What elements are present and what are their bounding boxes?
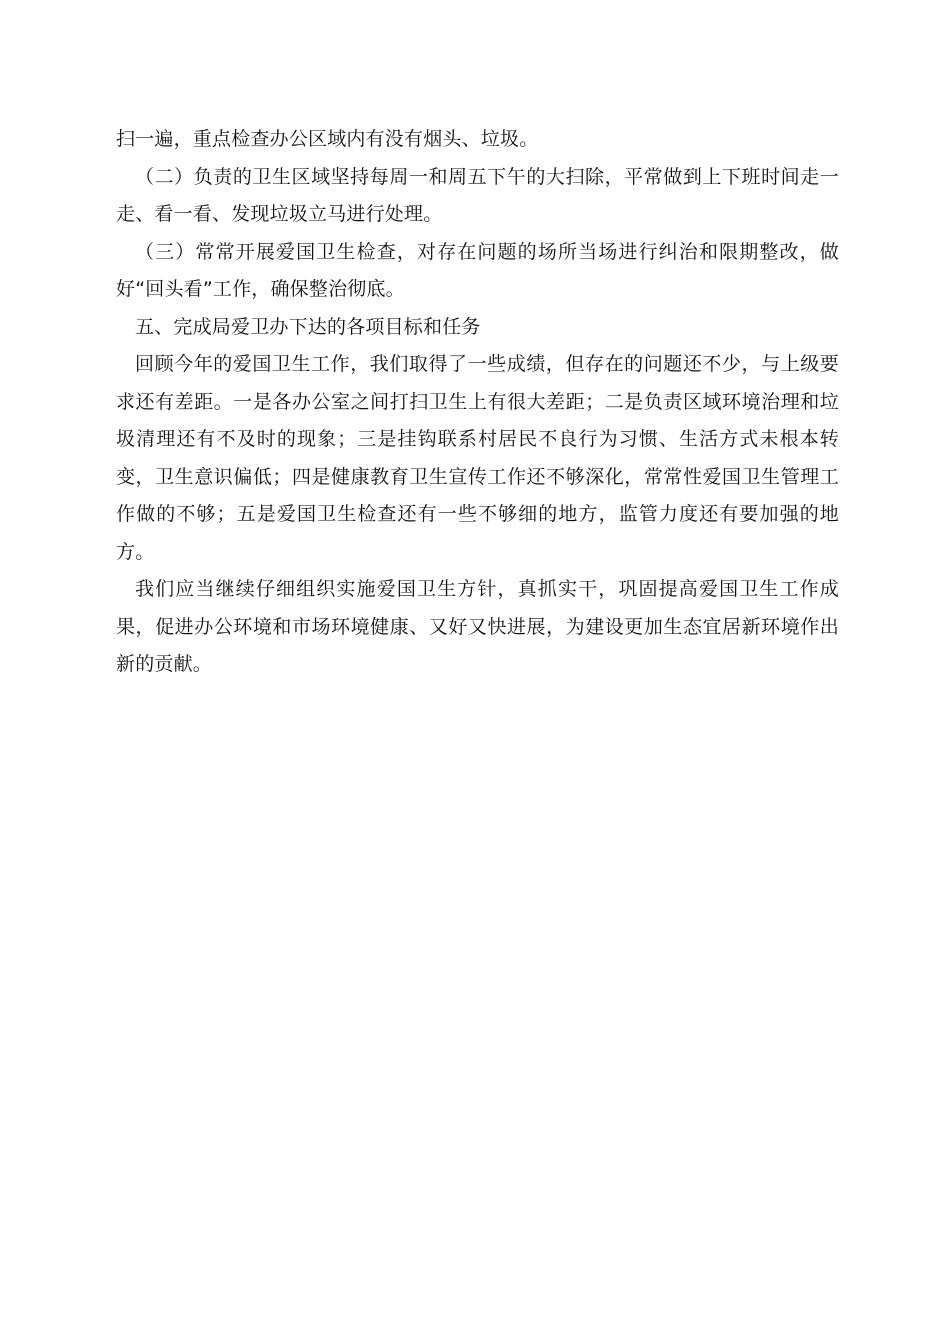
paragraph-item-three: （三）常常开展爱国卫生检查，对存在问题的场所当场进行纠治和限期整改，做好“回头看”工作，确保整治彻底。 bbox=[116, 240, 839, 300]
section-heading-five: 五、完成局爱卫办下达的各项目标和任务 bbox=[135, 315, 481, 338]
paragraph-continuation: 扫一遍，重点检查办公区域内有没有烟头、垃圾。 bbox=[116, 128, 539, 150]
paragraph-review: 回顾今年的爱国卫生工作，我们取得了一些成绩，但存在的问题还不少，与上级要求还有差距。一是各办公室之间打扫卫生上有很大差距；二是负责区域环境治理和垃圾清理还有不及时的现象；三是挂钩联系村居民不良行为习惯、生活方式未根本转变，卫生意识偏低；四是健康教育卫生宣传工作还不够深化，常常性爱国卫生管理工作做的不够；五是爱国卫生检查还有一些不够细的地方，监管力度还有要加强的地方。 bbox=[116, 353, 839, 563]
paragraph-conclusion: 我们应当继续仔细组织实施爱国卫生方针，真抓实干，巩固提高爱国卫生工作成果，促进办公环境和市场环境健康、又好又快进展，为建设更加生态宜居新环境作出新的贡献。 bbox=[116, 578, 839, 675]
document-body bbox=[116, 121, 839, 684]
paragraph-item-two: （二）负责的卫生区域坚持每周一和周五下午的大扫除，平常做到上下班时间走一走、看一看、发现垃圾立马进行处理。 bbox=[116, 165, 839, 225]
